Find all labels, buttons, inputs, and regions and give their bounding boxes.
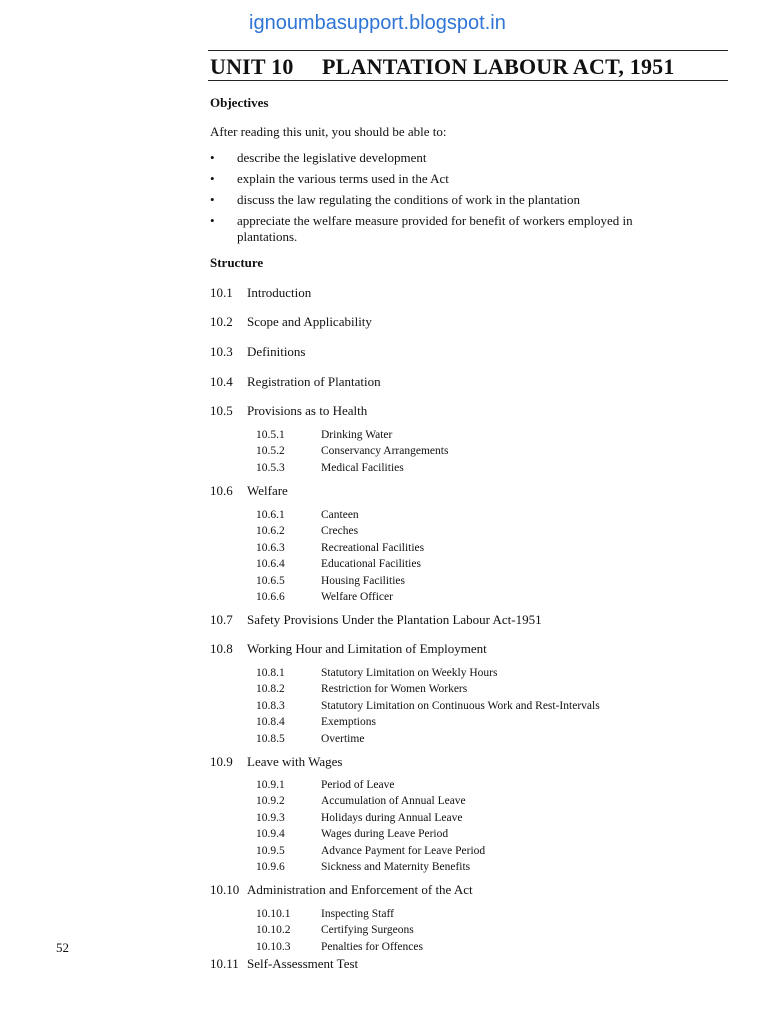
toc-section: 10.9 Leave with Wages [210,754,343,769]
toc-subsections [256,665,600,747]
toc-section: 10.4 Registration of Plantation [210,374,381,389]
toc-section: 10.8 Working Hour and Limitation of Employment [210,641,487,656]
toc-subsection: 10.8.2 Restriction for Women Workers [256,683,468,696]
page-number: 52 [56,940,69,955]
toc-section: 10.11 Self-Assessment Test [210,956,359,971]
watermark-link: ignoumbasupport.blogspot.in [249,12,506,34]
bullet-icon: • [210,213,215,228]
toc-subsection: 10.6.1 Canteen [256,509,359,521]
toc-subsection: 10.9.1 Period of Leave [256,779,395,791]
toc-subsection: 10.6.5 Housing Facilities [256,574,406,587]
toc-subsection: 10.9.4 Wages during Leave Period [256,828,449,841]
toc-section: 10.3 Definitions [210,344,306,359]
unit-name: PLANTATION LABOUR ACT, 1951 [322,54,675,79]
bullet-icon: • [210,171,215,186]
objective-item: • appreciate the welfare measure provided for benefit of workers employed in plantations. [210,213,633,244]
toc-subsection: 10.10.1 Inspecting Staff [256,908,394,920]
unit-title [210,54,675,80]
toc-subsections [256,427,448,476]
unit-number: UNIT 10 [210,54,294,79]
toc-subsection: 10.9.2 Accumulation of Annual Leave [256,795,466,808]
toc-section: 10.6 Welfare [210,483,288,498]
toc-section: 10.7 Safety Provisions Under the Plantation Labour Act-1951 [210,612,542,627]
toc-subsection: 10.5.2 Conservancy Arrangements [256,445,449,458]
toc-section: 10.5 Provisions as to Health [210,403,368,418]
toc-subsection: 10.8.4 Exemptions [256,716,376,729]
toc-subsection: 10.8.3 Statutory Limitation on Continuous Work and Rest-Intervals [256,699,600,712]
toc-section: 10.2 Scope and Applicability [210,314,372,329]
toc-subsection: 10.10.3 Penalties for Offences [256,940,423,953]
title-bottom-rule [208,80,728,81]
toc-subsection: 10.6.4 Educational Facilities [256,558,421,571]
toc-subsections [256,906,423,955]
objective-item: • discuss the law regulating the conditions of work in the plantation [210,192,580,207]
toc-subsection: 10.5.1 Drinking Water [256,429,393,441]
bullet-icon: • [210,192,215,207]
toc-subsection: 10.9.6 Sickness and Maternity Benefits [256,861,471,874]
toc-subsection: 10.6.2 Creches [256,525,359,538]
bullet-icon: • [210,150,215,165]
structure-heading: Structure [210,255,264,270]
toc-subsection: 10.6.6 Welfare Officer [256,591,393,604]
objective-item: • explain the various terms used in the Act [210,171,449,186]
toc-section: 10.10 Administration and Enforcement of the Act [210,882,473,897]
toc-subsections [256,507,424,605]
toc-section: 10.1 Introduction [210,285,312,300]
toc-subsections [256,777,485,875]
objectives-list [210,150,680,250]
toc-subsection: 10.5.3 Medical Facilities [256,461,404,474]
title-top-rule [208,50,728,51]
objectives-intro: After reading this unit, you should be able to: [210,124,447,139]
toc-subsection: 10.9.3 Holidays during Annual Leave [256,811,463,824]
toc-subsection: 10.6.3 Recreational Facilities [256,541,425,554]
objective-item: • describe the legislative development [210,150,427,165]
toc-subsection: 10.9.5 Advance Payment for Leave Period [256,844,486,857]
objectives-heading: Objectives [210,95,269,110]
toc-subsection: 10.10.2 Certifying Surgeons [256,924,414,937]
toc-subsection: 10.8.5 Overtime [256,732,365,745]
toc-subsection: 10.8.1 Statutory Limitation on Weekly Hours [256,667,498,679]
